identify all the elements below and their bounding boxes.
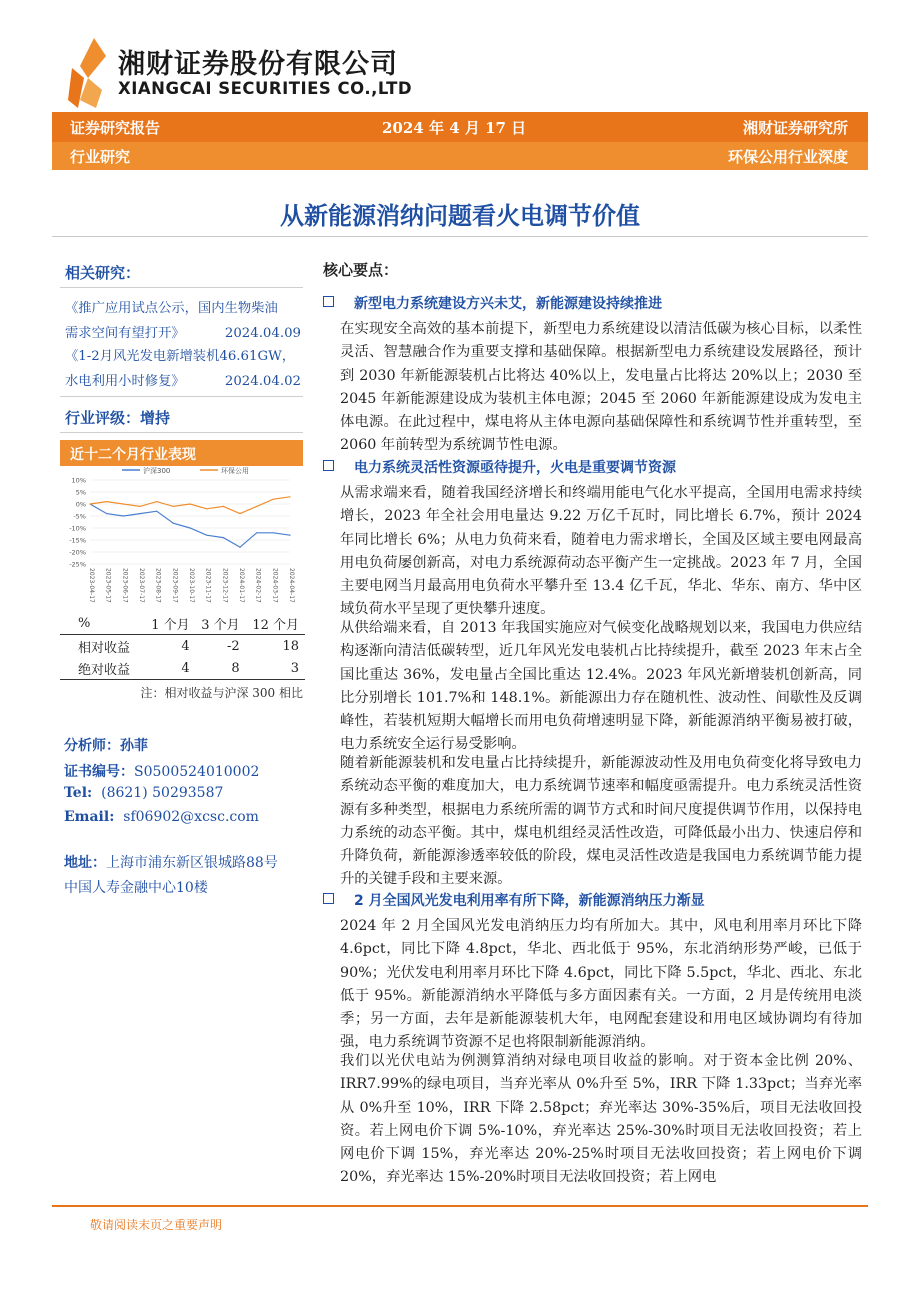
x-tick-label: 2023-06-17 bbox=[121, 568, 129, 603]
related-report-title: 需求空间有望打开》 bbox=[65, 326, 185, 341]
data-point bbox=[106, 501, 107, 502]
email-line bbox=[64, 809, 259, 825]
paragraph: 从需求端来看，随着我国经济增长和终端用能电气化水平提高，全国用电需求持续增长，2023 年全社会用电量达 9.22 万亿千瓦时，同比增长 6.7%，预计 2024 年同比增长 6%；从电力负荷来看，随着电力需求增长，全国及区域主要电网最高用电负荷屡创新高，对电力系统源荷动态平衡产生一定挑战。2023 年 7 月，全国主要电网当月最高用电负荷水平攀升至 13.4 亿千瓦，华北、华东、南方、华中区域负荷水平呈现了更快攀升速度。 bbox=[340, 485, 862, 618]
section-heading-3 bbox=[323, 890, 705, 910]
y-tick-label: -5% bbox=[73, 512, 86, 521]
address-label: 地址： bbox=[64, 855, 106, 871]
divider bbox=[60, 432, 303, 433]
data-point bbox=[139, 506, 140, 507]
data-point bbox=[273, 532, 274, 533]
cert-number: S0500524010002 bbox=[134, 764, 260, 780]
related-report-title: 《推广应用试点公示，国内生物柴油 bbox=[65, 301, 278, 316]
table-row bbox=[60, 657, 305, 680]
table-header-cell: 3 个月 bbox=[196, 612, 246, 635]
legend-label-sector: 环保公用 bbox=[221, 467, 249, 475]
institute-name: 湘财证券研究所 bbox=[742, 119, 848, 137]
table-header-cell: 12 个月 bbox=[246, 612, 305, 635]
y-tick-label: -10% bbox=[69, 524, 86, 533]
cert-line bbox=[64, 761, 259, 781]
data-point bbox=[189, 503, 190, 504]
data-point bbox=[256, 506, 257, 507]
company-name-cn: 湘财证券股份有限公司 bbox=[118, 49, 398, 80]
related-report-2[interactable] bbox=[65, 344, 301, 394]
table-note: 注：相对收益与沪深 300 相比 bbox=[140, 686, 303, 700]
x-tick-label: 2023-05-17 bbox=[104, 568, 112, 603]
x-tick-label: 2024-03-17 bbox=[271, 568, 279, 603]
cert-label: 证书编号： bbox=[64, 764, 134, 780]
data-point bbox=[223, 506, 224, 507]
paragraph: 在实现安全高效的基本前提下，新型电力系统建设以清洁低碳为核心目标，以柔性灵活、智慧融合作为重要支撑和基础保障。根据新型电力系统建设发展路径，预计到 2030 年新能源装机占比将达 40%以上，发电量占比将达 20%以上；2030 至 2045 年新能源建设成为装机主体电源；2045 至 2060 年新能源建设成为发电主体电源。在此过程中，煤电将从主体电源向基础保障性和系统调节性并重转型，至 2060 年前转型为系统调节性电源。 bbox=[340, 321, 862, 454]
table-cell: 相对收益 bbox=[78, 640, 131, 656]
related-report-1[interactable] bbox=[65, 296, 301, 346]
data-point bbox=[256, 532, 257, 533]
data-point bbox=[89, 503, 90, 504]
report-sub-category: 环保公用行业深度 bbox=[727, 148, 848, 166]
paragraph: 2024 年 2 月全国风光发电消纳压力均有所加大。其中，风电利用率月环比下降 4.6pct，同比下降 4.8pct，华北、西北低于 95%，东北消纳形势严峻，已低于 90%；光伏发电利用率月环比下降 4.6pct，同比下降 5.5pct，华北、西北、东北低于 95%。新能源消纳水平降低与多方面因素有关。一方面，2 月是传统用电淡季；另一方面，去年是新能源装机大年，电网配套建设和用电区域协调均有待加强，电力系统调节资源不足也将限制新能源消纳。 bbox=[340, 918, 862, 1051]
industry-rating: 行业评级：增持 bbox=[65, 409, 171, 427]
table-cell: 绝对收益 bbox=[60, 657, 146, 680]
performance-table bbox=[60, 612, 305, 680]
tel-number: (8621) 50293587 bbox=[101, 785, 224, 801]
email-address[interactable]: sf06902@xcsc.com bbox=[123, 809, 259, 825]
section-heading-text: 2 月全国风光发电利用率有所下降，新能源消纳压力渐显 bbox=[354, 893, 705, 909]
x-tick-label: 2024-02-17 bbox=[254, 568, 262, 603]
header-band bbox=[52, 112, 868, 142]
checkbox-square-icon bbox=[323, 460, 334, 471]
report-category: 行业研究 bbox=[70, 148, 131, 166]
series-line-hs300 bbox=[90, 504, 290, 547]
x-tick-label: 2023-07-17 bbox=[138, 568, 145, 603]
analyst-line bbox=[64, 735, 148, 755]
tel-line bbox=[64, 785, 223, 801]
y-tick-label: -15% bbox=[69, 536, 86, 545]
report-date: 2024 年 4 月 17 日 bbox=[382, 119, 527, 137]
paragraph: 我们以光伏电站为例测算消纳对绿电项目收益的影响。对于资本金比例 20%、IRR7.99%的绿电项目，当弃光率从 0%升至 5%，IRR 下降 1.33pct；当弃光率从 0%升至 10%，IRR 下降 2.58pct；弃光率达 30%-35%后，项目无法收回投资。若上网电价下调 5%-10%，弃光率达 25%-30%时项目无法收回投资；若上网电价下调 15%，弃光率达 20%-25%时项目无法收回投资；若上网电价下调 20%，弃光率达 15%-20%时项目无法收回投资；若上网电 bbox=[340, 1053, 862, 1185]
data-point bbox=[206, 535, 207, 536]
x-tick-label: 2023-09-17 bbox=[171, 568, 179, 603]
data-point bbox=[239, 513, 240, 514]
data-point bbox=[156, 501, 157, 502]
address bbox=[64, 851, 314, 901]
footer-disclaimer[interactable]: 敬请阅读末页之重要声明 bbox=[90, 1218, 223, 1232]
data-point bbox=[106, 513, 107, 514]
category-band bbox=[52, 142, 868, 170]
report-type: 证券研究报告 bbox=[70, 119, 161, 137]
x-tick-label: 2023-11-17 bbox=[204, 568, 212, 603]
table-cell: 4 bbox=[146, 657, 196, 680]
data-point bbox=[223, 537, 224, 538]
section-heading-text: 新型电力系统建设方兴未艾，新能源建设持续推进 bbox=[354, 296, 662, 312]
data-point bbox=[289, 496, 290, 497]
x-tick-label: 2023-10-17 bbox=[188, 568, 195, 603]
table-header-cell: % bbox=[60, 612, 146, 635]
company-logo-icon bbox=[66, 38, 110, 108]
tel-label: Tel: bbox=[64, 785, 93, 801]
related-report-title: 《1-2月风光发电新增装机46.61GW， bbox=[65, 349, 296, 364]
data-point bbox=[123, 503, 124, 504]
data-point bbox=[239, 547, 240, 548]
data-point bbox=[156, 511, 157, 512]
company-name-en: XIANGCAI SECURITIES CO.,LTD bbox=[118, 79, 413, 98]
y-tick-label: 5% bbox=[75, 488, 86, 497]
table-cell: 4 bbox=[181, 638, 190, 654]
x-tick-label: 2023-12-17 bbox=[221, 568, 229, 603]
address-line: 中国人寿金融中心10楼 bbox=[64, 880, 208, 896]
core-points-heading: 核心要点： bbox=[323, 261, 399, 279]
related-report-date: 2024.04.02 bbox=[224, 374, 301, 389]
title-divider bbox=[52, 236, 868, 237]
table-cell: 3 bbox=[246, 657, 305, 680]
related-report-title: 水电利用小时修复》 bbox=[65, 374, 185, 389]
data-point bbox=[173, 506, 174, 507]
email-label: Email: bbox=[64, 809, 115, 825]
y-tick-label: 0% bbox=[75, 500, 86, 509]
checkbox-square-icon bbox=[323, 893, 334, 904]
section-heading-2 bbox=[323, 457, 676, 477]
divider bbox=[60, 396, 303, 397]
data-point bbox=[123, 515, 124, 516]
paragraph: 随着新能源装机和发电量占比持续提升，新能源波动性及用电负荷变化将导致电力系统动态平衡的难度加大，电力系统调节速率和幅度亟需提升。电力系统灵活性资源有多种类型，根据电力系统所需的调节方式和时间尺度提供调节作用，以保持电力系统的动态平衡。其中，煤电机组经灵活性改造，可降低最小出力、快速启停和升降负荷，新能源渗透率较低的阶段，煤电灵活性改造是我国电力系统调节能力提升的关键手段和主要来源。 bbox=[340, 755, 862, 888]
y-tick-label: -20% bbox=[69, 548, 86, 557]
analyst-name: 孙菲 bbox=[120, 738, 148, 754]
related-report-date: 2024.04.09 bbox=[224, 326, 301, 341]
checkbox-square-icon bbox=[323, 296, 334, 307]
x-tick-label: 2024-01-17 bbox=[238, 568, 245, 603]
data-point bbox=[289, 535, 290, 536]
table-header-row bbox=[60, 612, 305, 635]
analyst-label: 分析师： bbox=[64, 738, 120, 754]
footer-divider bbox=[52, 1205, 868, 1207]
series-line-sector bbox=[90, 497, 290, 514]
table-row bbox=[60, 635, 305, 658]
performance-heading-text: 近十二个月行业表现 bbox=[70, 447, 196, 463]
y-tick-label: 10% bbox=[71, 476, 86, 485]
table-cell: 18 bbox=[282, 638, 299, 654]
performance-chart bbox=[60, 462, 303, 608]
paragraph: 从供给端来看，自 2013 年我国实施应对气候变化战略规划以来，我国电力供应结构逐渐向清洁低碳转型，近几年风光发电装机占比持续提升，截至 2023 年末占全国比重达 36%，发电量占全国比重达 12.4%。2023 年风光新增装机创新高，同比分别增长 101.7%和 148.1%。新能源出力存在随机性、波动性、间歇性及反调峰性，若装机短期大幅增长而用电负荷增速明显下降，新能源消纳平衡易被打破，电力系统安全运行易受影响。 bbox=[340, 620, 862, 753]
x-tick-label: 2023-04-17 bbox=[88, 568, 95, 603]
data-point bbox=[173, 523, 174, 524]
related-research-heading: 相关研究： bbox=[65, 264, 141, 282]
section-heading-1 bbox=[323, 293, 662, 313]
table-cell: 8 bbox=[196, 657, 246, 680]
divider bbox=[60, 287, 303, 288]
data-point bbox=[139, 513, 140, 514]
data-point bbox=[273, 499, 274, 500]
y-tick-label: -25% bbox=[69, 560, 86, 569]
section-heading-text: 电力系统灵活性资源亟待提升，火电是重要调节资源 bbox=[354, 460, 676, 476]
data-point bbox=[189, 527, 190, 528]
x-tick-label: 2024-04-17 bbox=[288, 568, 295, 603]
data-point bbox=[206, 508, 207, 509]
address-line: 上海市浦东新区银城路88号 bbox=[106, 855, 278, 871]
legend-label-hs300: 沪深300 bbox=[143, 467, 171, 475]
table-header-cell: 1 个月 bbox=[146, 612, 196, 635]
table-cell: -2 bbox=[226, 638, 240, 654]
x-tick-label: 2023-08-17 bbox=[154, 568, 162, 603]
report-title: 从新能源消纳问题看火电调节价值 bbox=[280, 202, 640, 230]
